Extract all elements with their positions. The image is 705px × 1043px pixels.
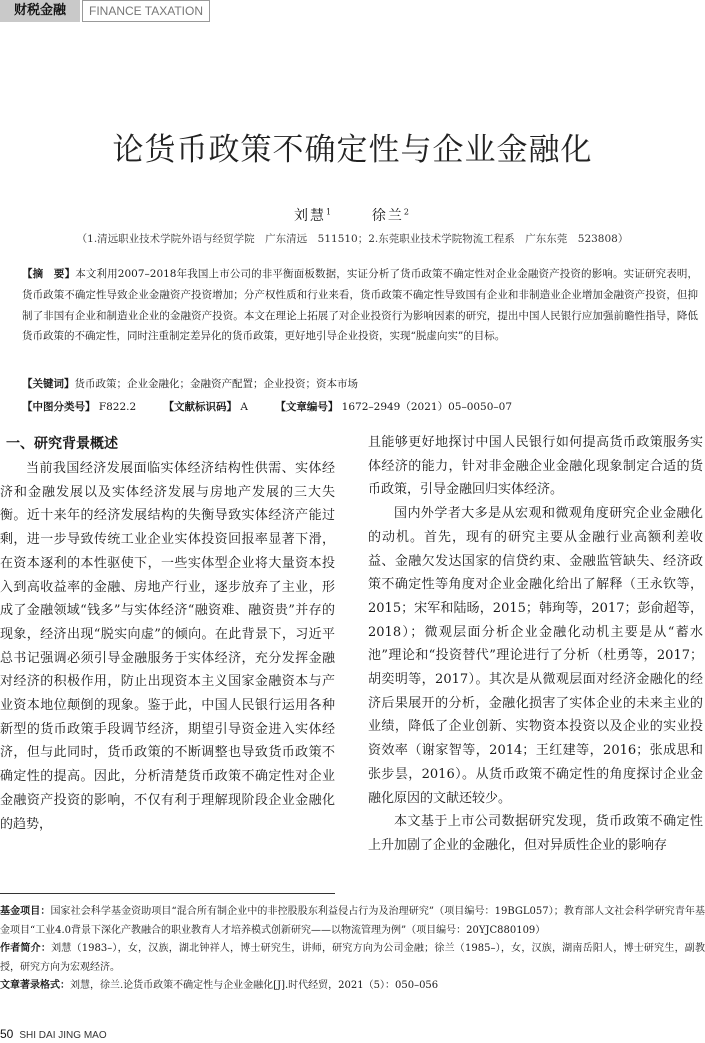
keywords <box>22 375 358 393</box>
citation-label: 文章著录格式： <box>0 980 70 991</box>
footnote-divider <box>0 893 335 894</box>
page-number: 50 <box>0 1027 14 1041</box>
keywords-text: 货币政策；企业金融化；金融资产配置；企业投资；资本市场 <box>74 378 358 390</box>
body-paragraph: 国内外学者大多是从宏观和微观角度研究企业金融化的动机。首先，现有的研究主要从金融行业高额利差收益、金融欠发达国家的信贷约束、金融监管缺失、经济政策不确定性等角度对企业金融化给出了解释（王永钦等，2015；宋军和陆旸，2015；韩珣等，2017；彭俞超等，2018）；微观层面分析企业金融化动机主要是从“蓄水池”理论和“投资替代”理论进行了分析（杜勇等，2017；胡奕明等，2017）。其次是从微观层面对经济金融化的经济后果展开的分析，金融化损害了实体企业的未来主业的业绩，降低了企业创新、实物资本投资以及企业的实业投资效率（谢家智等，2014；王红建等，2016；张成思和张步昙，2016）。从货币政策不确定性的角度探讨企业金融化原因的文献还较少。 <box>368 506 703 806</box>
classification-line <box>22 398 698 416</box>
author-bio-text: 刘慧（1983–），女，汉族，湖北钟祥人，博士研究生，讲师，研究方向为公司金融；徐兰（1985–），女，汉族，湖南岳阳人，博士研究生，副教授，研究方向为宏观经济。 <box>0 943 705 973</box>
page-footer <box>0 1027 107 1041</box>
body-paragraph: 本文基于上市公司数据研究发现，货币政策不确定性上升加剧了企业的金融化，但对异质性企业的影响存 <box>368 814 703 853</box>
keywords-label: 【关键词】 <box>22 378 75 390</box>
author-2-sup: 2 <box>403 207 411 217</box>
doc-code-label: 【文献标识码】 <box>163 401 238 413</box>
abstract <box>22 264 698 347</box>
section-heading: 一、研究背景概述 <box>6 436 118 452</box>
doc-code-value: A <box>240 401 248 413</box>
citation-text: 刘慧，徐兰.论货币政策不确定性与企业金融化[J].时代经贸，2021（5）：050–056 <box>70 980 439 991</box>
article-no-label: 【文章编号】 <box>275 401 339 413</box>
body-paragraph: 且能够更好地探讨中国人民银行如何提高货币政策服务实体经济的能力，针对非金融企业金融化现象制定合适的货币政策，引导金融回归实体经济。 <box>368 435 703 498</box>
citation-note <box>0 977 705 996</box>
clc-label: 【中图分类号】 <box>22 401 96 413</box>
author-bio-label: 作者简介： <box>0 943 52 954</box>
article-no-value: 1672–2949（2021）05–0050–07 <box>341 401 513 413</box>
footnotes <box>0 903 705 996</box>
journal-name: SHI DAI JING MAO <box>19 1030 107 1041</box>
column-name-zh: 财税金融 <box>0 0 80 22</box>
left-column <box>0 431 335 836</box>
running-header <box>0 0 705 22</box>
authors-line <box>0 205 705 225</box>
affiliations: （1.清远职业技术学院外语与经贸学院 广东清远 511510；2.东莞职业技术学院物流工程系 广东东莞 523808） <box>76 233 629 245</box>
author-note <box>0 940 705 977</box>
column-name-en: FINANCE TAXATION <box>82 0 210 22</box>
fund-label: 基金项目： <box>0 906 51 917</box>
fund-note <box>0 903 705 940</box>
author-1: 刘慧 <box>294 208 327 224</box>
article-title: 论货币政策不确定性与企业金融化 <box>112 132 593 168</box>
abstract-text: 本文利用2007–2018年我国上市公司的非平衡面板数据，实证分析了货币政策不确定性对企业金融资产投资的影响。实证研究表明，货币政策不确定性导致企业金融资产投资增加；分产权性质和行业来看，货币政策不确定性导致国有企业和非制造业企业增加金融资产投资，但抑制了非国有企业和制造业企业的金融资产投资。本文在理论上拓展了对企业投资行为影响因素的研究，提出中国人民银行应加强前瞻性指导，降低货币政策的不确定性，同时注重制定差异化的货币政策，更好地引导企业投资，实现“脱虚向实”的目标。 <box>22 268 698 343</box>
clc-value: F822.2 <box>98 401 137 413</box>
body-paragraph: 当前我国经济发展面临实体经济结构性供需、实体经济和金融发展以及实体经济发展与房地产发展的三大失衡。近十来年的经济发展结构的失衡导致实体经济产能过剩，进一步导致传统工业企业实体投资回报率显著下滑，在资本逐利的本性驱使下，一些实体型企业将大量资本投入到高收益率的金融、房地产行业，逐步放弃了主业，形成了金融领域“钱多”与实体经济“融资难、融资贵”并存的现象，经济出现“脱实向虚”的倾向。在此背景下，习近平总书记强调必须引导金融服务于实体经济，充分发挥金融对经济的积极作用，防止出现资本主义国家金融资本与产业资本地位颠倒的现象。鉴于此，中国人民银行运用各种新型的货币政策手段调节经济，期望引导资金进入实体经济，但与此同时，货币政策的不断调整也导致货币政策不确定性的提高。因此，分析清楚货币政策不确定性对企业金融资产投资的影响，不仅有利于理解现阶段企业金融化的趋势， <box>0 461 335 832</box>
right-column <box>368 431 703 858</box>
fund-text: 国家社会科学基金资助项目“混合所有制企业中的非控股股东利益侵占行为及治理研究”（项目编号：19BGL057）；教育部人文社会科学研究青年基金项目“工业4.0背景下深化产教融合的职业教育人才培养模式创新研究——以物流管理为例”（项目编号：20YJC880109） <box>0 906 705 936</box>
author-1-sup: 1 <box>326 207 334 217</box>
author-2: 徐兰 <box>371 208 404 224</box>
abstract-label: 【摘 要】 <box>22 268 76 280</box>
